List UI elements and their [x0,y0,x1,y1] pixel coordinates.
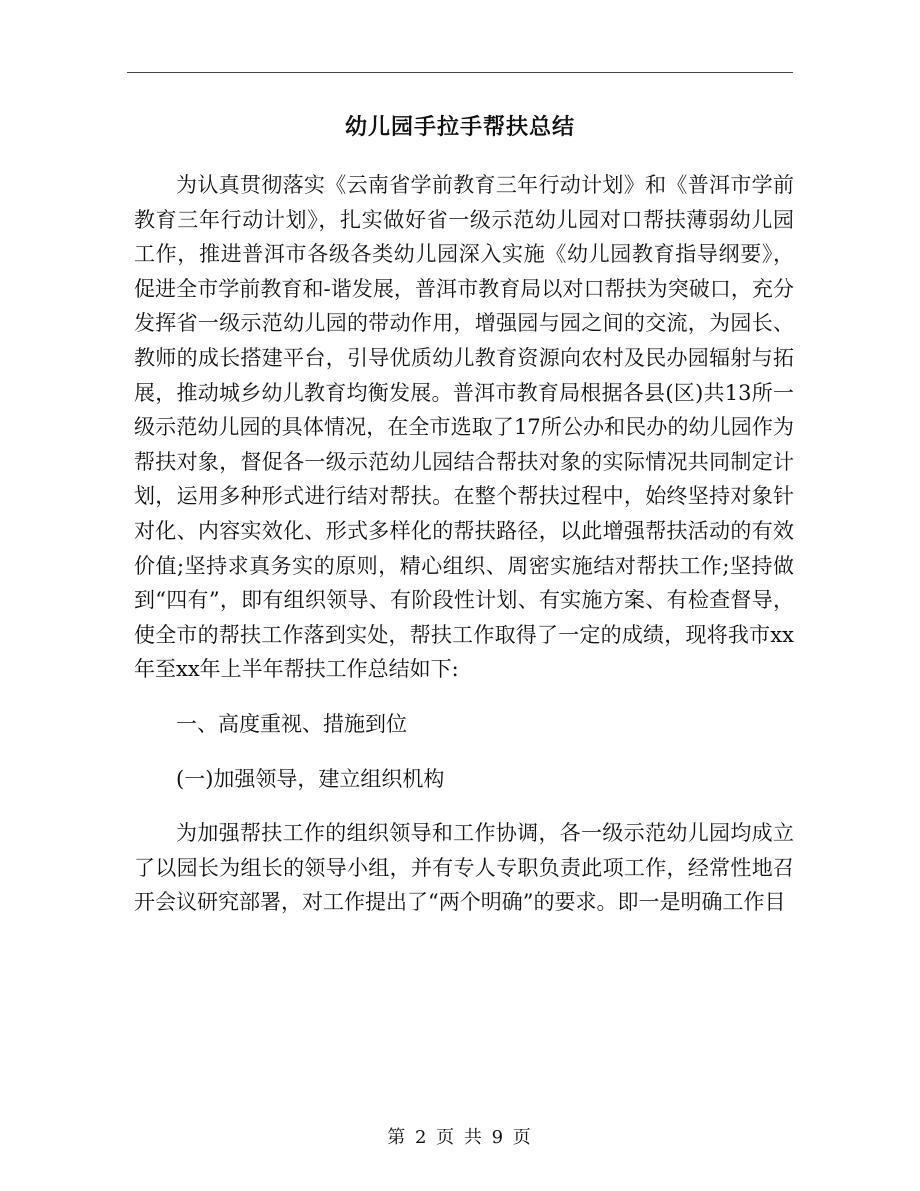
section-heading: 一、高度重视、措施到位 [176,711,407,736]
document-title: 幼儿园手拉手帮扶总结 [344,115,575,140]
body-paragraph: 为加强帮扶工作的组织领导和工作协调，各一级示范幼儿园均成立了以园长为组长的领导小组，并有专人专职负责此项工作，经常性地召开会议研究部署，对工作提出了“两个明确”的要求。即一是明确工作目 [134,821,794,915]
header-rule [127,72,793,73]
page-number: 第 2 页 共 9 页 [387,1127,533,1148]
intro-paragraph: 为认真贯彻落实《云南省学前教育三年行动计划》和《普洱市学前教育三年行动计划》，扎实做好省一级示范幼儿园对口帮扶薄弱幼儿园工作，推进普洱市各级各类幼儿园深入实施《幼儿园教育指导纲要》，促进全市学前教育和-谐发展，普洱市教育局以对口帮扶为突破口，充分发挥省一级示范幼儿园的带动作用，增强园与园之间的交流，为园长、教师的成长搭建平台，引导优质幼儿教育资源向农村及民办园辐射与拓展，推动城乡幼儿教育均衡发展。普洱市教育局根据各县(区)共13所一级示范幼儿园的具体情况，在全市选取了17所公办和民办的幼儿园作为帮扶对象，督促各一级示范幼儿园结合帮扶对象的实际情况共同制定计划，运用多种形式进行结对帮扶。在整个帮扶过程中，始终坚持对象针对化、内容实效化、形式多样化的帮扶路径，以此增强帮扶活动的有效价值;坚持求真务实的原则，精心组织、周密实施结对帮扶工作;坚持做到“四有”，即有组织领导、有阶段性计划、有实施方案、有检查督导，使全市的帮扶工作落到实处，帮扶工作取得了一定的成绩，现将我市xx年至xx年上半年帮扶工作总结如下: [134,173,794,682]
subsection-heading: (一)加强领导，建立组织机构 [176,766,445,791]
document-body [134,168,794,920]
